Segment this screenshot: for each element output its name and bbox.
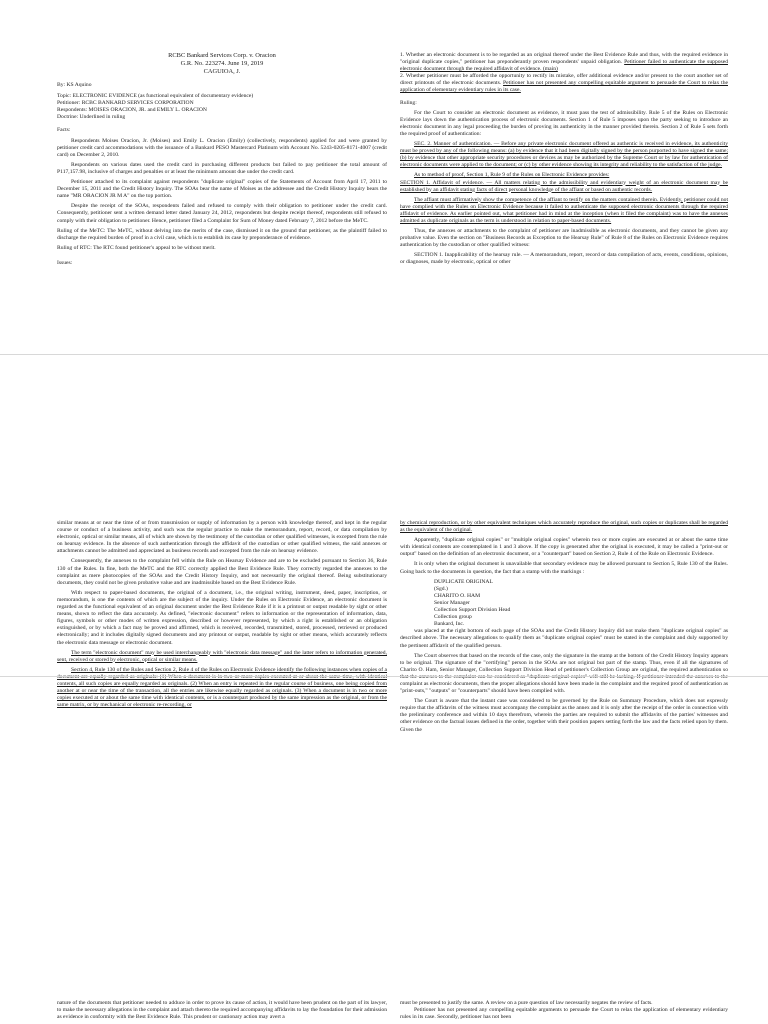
ponente: CAGUIOA, J.	[203, 68, 241, 75]
page-3	[0, 678, 768, 1024]
fact-paragraph: Respondents Moises Oracion, Jr. (Moises) and Emily L. Oracion (Emily) (collectively, respondents) applied for and were granted by petitioner credit card accommodations with the issuance of a Bankard PESO Mastercard Platinum with Account No. 5243-0205-8171-4007 (credit card) on December 2, 2010.	[57, 137, 387, 158]
ruling-intro: For the Court to consider an electronic document as evidence, it must pass the test of admissibility. Rule 5 of the Rules on Electronic Evidence lays down the authentication process of electronic documents. Section 1 of Rule 5 imposes upon the party seeking to introduce an electronic document in any legal proceeding the burden of proving its authenticity in the manner provided therein. Section 2 of Rule 5 sets forth the required proof of authentication:	[400, 109, 728, 137]
page-2-paragraph: was placed at the right bottom of each page of the SOAs and the Credit History Inquiry did not make them "duplicate original copies" as described above. The necessary allegations to qualify them as "duplicate original copies" must be stated in the complaint and duly supported by the pertinent affidavit of the qualified person.	[400, 628, 728, 649]
page-divider	[0, 354, 768, 355]
issue-2-answer: Petitioner has not presented any compelling equitable argument to persuade the Court to relax the application of elementary evidentiary rules in its case.	[400, 80, 728, 94]
issue-1-answer: Petitioner failed to authenticate the supposed electronic document through the required affidavit of evidence. (main)	[400, 59, 728, 73]
topic: Topic: ELECTRONIC EVIDENCE (as functional equivalent of documentary evidence)	[57, 93, 254, 100]
page-3-paragraph: Petitioner has not presented any compelling equitable arguments to persuade the Court to relax the application of elementary evidentiary rules in its case. Secondly, petitioner has not been	[400, 1007, 728, 1021]
stamp-line: Collection group	[434, 614, 472, 621]
author: By: KS Aquino	[57, 82, 92, 88]
page-2-right-column	[400, 520, 728, 733]
fact-paragraph: Respondents on various dates used the credit card in purchasing different products but failed to pay petitioner the total amount of P117,157.98, inclusive of charges and penalties or at least the minimum amount due under the credit card.	[57, 161, 387, 175]
annexes-paragraph: Thus, the annexes or attachments to the complaint of petitioner are inadmissible as electronic documents, and they cannot be given any probative value. Even the section on "Business Records as Exception to the Hearsay Rule" of Rule 8 of the Rules on Electronic Evidence requires authentication by the custodian or other qualified witness:	[400, 228, 728, 249]
page-1-right-column	[400, 52, 728, 350]
gr-number: G.R. No. 223274. June 19, 2019	[180, 60, 264, 67]
section-4-rule-130: Section 4, Rule 130 of the Rules and Section 2, Rule 4 of the Rules on Electronic Evidence identify the following instances when copies of a contents, all such copies are equally regarded as originals. (2) When an entry is repeated in the regular course of business, one being copied from another at or near the time of the transaction, all the entries are likewise equally regarded as originals. (3) When a document is in two or more copies executed at or about the same time with identical contents, or is a counterpart produced by the same impression as the original, or from the same matrix, or by mechanical or electronic re-recording, or	[57, 666, 387, 709]
issue-2	[400, 73, 728, 94]
stamp-line: (Sgd.)	[434, 585, 448, 592]
issue-1-text: 1. Whether an electronic document is to be regarded as an original thereof under the Best Evidence Rule and thus, with the required evidence in "original duplicate copies," petitioner has preponderantly proven respondents' unpaid obligation.	[400, 52, 728, 66]
stamp-line: CHARITO O. HAM	[434, 592, 481, 599]
doctrine: Doctrine: Underlined in ruling	[57, 114, 126, 121]
ruling-rtc: Ruling of RTC: The RTC found petitioner's appeal to be without merit.	[57, 244, 216, 251]
page-2	[0, 356, 768, 733]
page-2-paragraph: It is only when the original document is unavailable that secondary evidence may be allowed pursuant to Section 5, Rule 130 of the Rules. Going back to the documents in question, the fact that a stamp with the markings :	[400, 561, 728, 575]
page-2-paragraph: The Court is aware that the instant case was considered to be governed by the Rule on Summary Procedure, which does not expressly require that the affidavits of the witness must accompany the complaint as the annex and it is only after the receipt of the order in connection with the preliminary conference and within 10 days therefrom, wherein the parties are required to submit the affidavits of the parties' witnesses and other evidence on the factual issues defined in the order, together with their position papers setting forth the law and the facts relied upon by them. Given the	[400, 698, 728, 733]
page-3-paragraph: nature of the documents that petitioner needed to adduce in order to prove its cause of action, it would have been prudent on the part of its lawyer, to make the necessary allegations in the complaint and attach thereto the required accompanying affidavits to lay the foundation for their admission as evidence in conformity with the Best Evidence Rule. This prudent or cautionary action may avert a	[57, 1000, 387, 1021]
section-1-hearsay: SECTION 1. Inapplicability of the hearsay rule. — A memorandum, report, record or data compilation of acts, events, conditions, opinions, or diagnoses, made by electronic, optical or other	[400, 252, 728, 266]
fact-paragraph: Petitioner attached to its complaint against respondents "duplicate original" copies of the Statements of Account from April 17, 2011 to December 15, 2011 and the Credit History Inquiry. The SOAs bear the name of Moises as the addressee and the Credit History Inquiry bears the name "MR ORACION JR M A" on the top portion.	[57, 179, 387, 200]
page-2-paragraph: Apparently, "duplicate original copies" or "multiple original copies" wherein two or more copies are executed at or about the same time with identical contents are contemplated in 1 and 3 above. If the copy is generated after the original is executed, it may be called a "print-out or output" based on the definition of an electronic document, or a "counterpart" based on Section 2, Rule 4 of the Rule on Electronic Evidence.	[400, 537, 728, 558]
page-1-left-column	[57, 52, 387, 350]
affiant-paragraph: The affiant must affirmatively show the competence of the affiant to testify on the matters contained therein. Evidently, petitioner could not have complied with the Rules on Electronic Evidence because it failed to authenticate the supposed electronic documents through the required affidavit of evidence. As earlier pointed out, what petitioner had in mind at the inception (when it filed the complaint) was to have the annexes admitted as duplicate originals as the term is understood in relation to paper-based documents.	[400, 196, 728, 224]
facts-heading: Facts:	[57, 127, 71, 134]
page-2-paragraph: similar means at or near the time of or from transmission or supply of information by a person with knowledge thereof, and kept in the regular course or conduct of a business activity, and such was the regular practice to make the memorandum, report, record, or data compilation by electronic, optical or similar means, all of which are shown by the testimony of the custodian or other qualified witnesses, is excepted from the rule on hearsay evidence. In the absence of such authentication through the affidavit of the custodian or other qualified witness, the said annexes or attachments cannot be admitted and appreciated as business records and excepted from the rule on hearsay evidence.	[57, 520, 387, 555]
issues-heading: Issues:	[57, 259, 73, 266]
issue-2-text: 2. Whether petitioner must be afforded the opportunity to rectify its mistake, offer additional evidence and/or present to the court another set of direct printouts of the electronic documents.	[400, 73, 728, 87]
ruling-heading: Ruling:	[400, 99, 417, 106]
section-1-affidavit: SECTION 1. Affidavit of evidence. — All matters relating to the admissibility and evidentiary weight of an electronic document may be established by an affidavit stating facts of direct personal knowledge of the affiant or based on authentic records.	[400, 179, 728, 193]
page-1	[0, 0, 768, 352]
page-2-paragraph: The Court observes that based on the records of the case, only the signature in the stamp at the bottom of the Credit History Inquiry appears to be original. The signature of the "certifying" person in the SOAs are not original but part of the stamp. Thus, even if all the signatures of Charito O. Ham, Senior Manager, Collection Support Division Head of petitioner's Collection Group are original, the required authentication so complaint as electronic documents, then the proper allegations should have been made in the complaint and the required proof of authentication as "print-outs," "outputs" or "counterparts" should have been complied with.	[400, 652, 728, 695]
issue-1	[400, 52, 728, 73]
stamp-line: Collection Support Division Head	[434, 607, 511, 614]
page-divider	[0, 676, 768, 677]
petitioner: Petitioner: RCBC BANKARD SERVICES CORPORATION	[57, 100, 194, 107]
case-title: RCBC Bankard Services Corp. v. Oracion	[168, 52, 276, 59]
stamp-line: Senior Manager	[434, 599, 470, 606]
page-2-paragraph: by chemical reproduction, or by other equivalent techniques which accurately reproduce the original, such copies or duplicates shall be regarded as the equivalent of the original.	[400, 520, 728, 534]
page-2-left-column	[57, 520, 387, 709]
fact-paragraph: Despite the receipt of the SOAs, respondents failed and refused to comply with their obligation to petitioner under the credit card. Consequently, petitioner sent a written demand letter dated January 24, 2012, respondents but despite receipt thereof, respondents still refused to comply with their obligation to petitioner. Hence, petitioner filed a Complaint for Sum of Money dated February 7, 2012 before the MeTC.	[57, 203, 387, 224]
page-2-paragraph: The term "electronic document" may be used interchangeably with "electronic data message" and the latter refers to information generated, sent, received or stored by electronic, optical or similar means.	[57, 649, 387, 663]
stamp-line: Bankard, Inc.	[434, 621, 465, 628]
page-3-paragraph: must be presented to justify the same. A review on a pure question of law necessarily negates the review of facts.	[400, 1000, 653, 1006]
rule-9-intro: As to method of proof, Section 1, Rule 9 of the Rules on Electronic Evidence provides:	[414, 172, 610, 179]
stamp-line: DUPLICATE ORIGINAL	[434, 578, 493, 585]
respondents: Respondents: MOISES ORACION, JR. and EMILY L. ORACION	[57, 107, 207, 114]
page-2-paragraph: Consequently, the annexes to the complaint fell within the Rule on Hearsay Evidence and are to be excluded pursuant to Section 36, Rule 130 of the Rules. In fine, both the MeTC and the RTC correctly applied the Best Evidence Rule. They correctly regarded the annexes to the complaint as mere photocopies of the SOAs and the Credit History Inquiry, and not necessarily the original thereof. Being substitutionary documents, they could not be given probative value and are inadmissible based on the Best Evidence Rule.	[57, 558, 387, 586]
page-3-left-column	[57, 1000, 387, 1024]
page-2-paragraph: With respect to paper-based documents, the original of a document, i.e., the original writing, instrument, deed, paper, inscription, or memorandum, is one the contents of which are the subject of the inquiry. Under the Rules on Electronic Evidence, an electronic document is regarded as the functional equivalent of an original document under the Best Evidence Rule if it is a printout or output readable by sight or other means, shown to reflect the data accurately. As defined, "electronic document" refers to information or the representation of information, data, figures, symbols or other modes of written expression, described or however represented, by which a right is established or an obligation extinguished, or by which a fact may be proved and affirmed, which is received, recorded, transmitted, stored, processed, retrieved or produced electronically; and it includes digitally signed documents and any printout or output, readable by sight or other means, which accurately reflects the electronic data message or electronic document.	[57, 589, 387, 646]
section-2-authentication: SEC. 2. Manner of authentication. — Before any private electronic document offered as authentic is received in evidence, its authenticity must be proved by any of the following means: (a) by evidence that it had been digitally signed by the person purported to have signed the same; (b) by evidence that other appropriate security procedures or devices as may be authorized by the Supreme Court or by law for authentication of electronic documents were applied to the document; or (c) by other evidence showing its integrity and reliability to the satisfaction of the judge.	[400, 141, 728, 169]
stamp-block	[434, 579, 728, 629]
page-3-right-column	[400, 1000, 728, 1024]
ruling-metc: Ruling of the MeTC: The MeTC, without delving into the merits of the case, dismissed it on the ground that petitioner, as the plaintiff failed to discharge the required burden of proof in a civil case, which is to establish its case by preponderance of evidence.	[57, 227, 387, 241]
